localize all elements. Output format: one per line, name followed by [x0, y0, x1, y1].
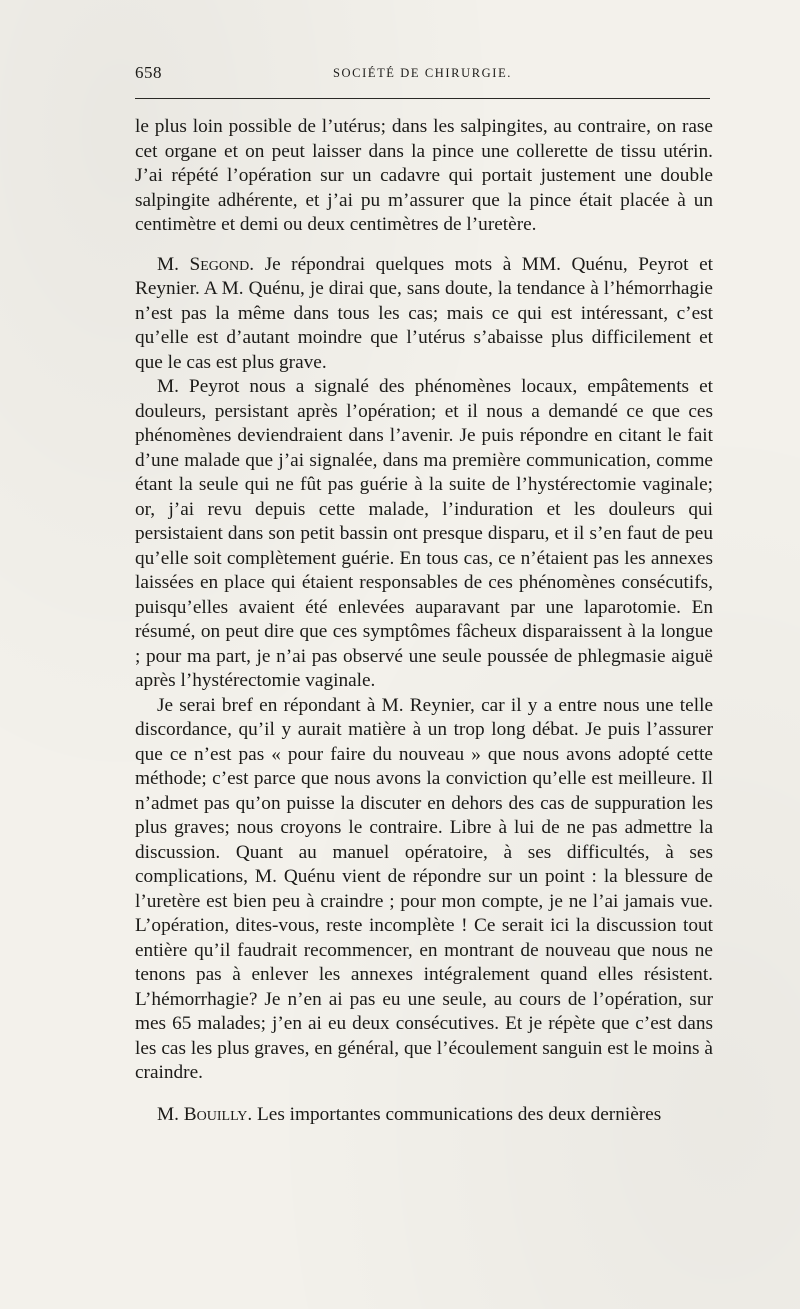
paragraph-text: Je répondrai quelques mots à MM. Quénu, Peyrot et Reynier. A M. Quénu, je dirai que, sans doute, la tendance à l’hémorrhagie n’est pas la même dans tous les cas; mais ce qui est intéressant, c’est qu’elle est d’autant moindre que l’utérus s’abaisse plus difficilement et que le cas est plus grave. — [135, 253, 713, 373]
paragraph-text: Je serai bref en répondant à M. Reynier, car il y a entre nous une telle discordance, qu’il y aurait matière à un trop long débat. Je puis l’assurer que ce n’est pas « pour faire du nouveau » que nous avons adopté cette méthode; c’est parce que nous avons la conviction qu’elle est meilleure. Il n’admet pas qu’on puisse la discuter en dehors des cas de suppuration les plus graves; nous croyons le contraire. Libre à lui de ne pas admettre la discussion. Quant au manuel opératoire, à ses difficultés, à ses complications, M. Quénu vient de répondre sur un point : la blessure de l’uretère est bien peu à craindre ; pour mon compte, je ne l’ai jamais vue. L’opération, dites-vous, reste incomplète ! Ce serait ici la discussion tout entière qu’il faudrait recommencer, en montrant de nouveau que nous ne tenons pas à enlever les annexes intégralement quand elles résistent. L’hémorrhagie? Je n’en ai pas eu une seule, au cours de l’opération, sur mes 65 malades; j’en ai eu deux consécutives. Et je répète que c’est dans les cas les plus graves, en général, que l’écoulement sanguin est le moins à craindre. — [135, 694, 713, 1083]
paragraph-text: M. Peyrot nous a signalé des phénomènes locaux, empâtements et douleurs, persistant après l’opération; et il nous a demandé ce que ces phénomènes deviendraient dans l’avenir. Je puis répondre en citant le fait d’une malade que j’ai signalée, dans ma première communication, comme étant la seule qui ne fût pas guérie à la suite de l’hystérectomie vaginale; or, j’ai revu depuis cette malade, l’induration et les douleurs qui persistaient dans son petit bassin ont presque disparu, et il s’en faut de peu qu’elle soit complètement guérie. En tous cas, ce n’étaient pas les annexes laissées en place qui étaient responsables de ces phénomènes consécutifs, puisqu’elles avaient été enlevées auparavant par une laparotomie. En résumé, on peut dire que ces symptômes fâcheux disparaissent à la longue ; pour ma part, je n’ai pas observé une seule poussée de phlegmasie aiguë après l’hystérectomie vaginale. — [135, 376, 713, 691]
running-title: SOCIÉTÉ DE CHIRURGIE. — [332, 66, 513, 80]
paragraph-segond — [135, 253, 713, 376]
paragraph-text: Les importantes communications des deux dernières — [252, 1103, 662, 1125]
speaker-name: M. Bouilly. — [157, 1103, 253, 1125]
paragraph-text: le plus loin possible de l’utérus; dans les salpingites, au contraire, on rase cet organe et on peut laisser dans la pince une collerette de tissu utérin. J’ai répété l’opération sur un cadavre qui portait justement une double salpingite adhérente, et j’ai pu m’assurer que la pince était placée à un centimètre et demi ou deux centimètres de l’uretère. — [135, 116, 713, 235]
body-text — [135, 115, 713, 1127]
page-header — [135, 63, 710, 89]
speaker-name: M. Segond. — [157, 253, 255, 275]
paragraph-reynier — [135, 694, 713, 1086]
paragraph-peyrot — [135, 375, 713, 694]
header-rule — [135, 98, 710, 99]
paragraph-continuation — [135, 115, 713, 238]
paragraph-bouilly — [135, 1103, 713, 1128]
page-number: 658 — [135, 63, 162, 82]
